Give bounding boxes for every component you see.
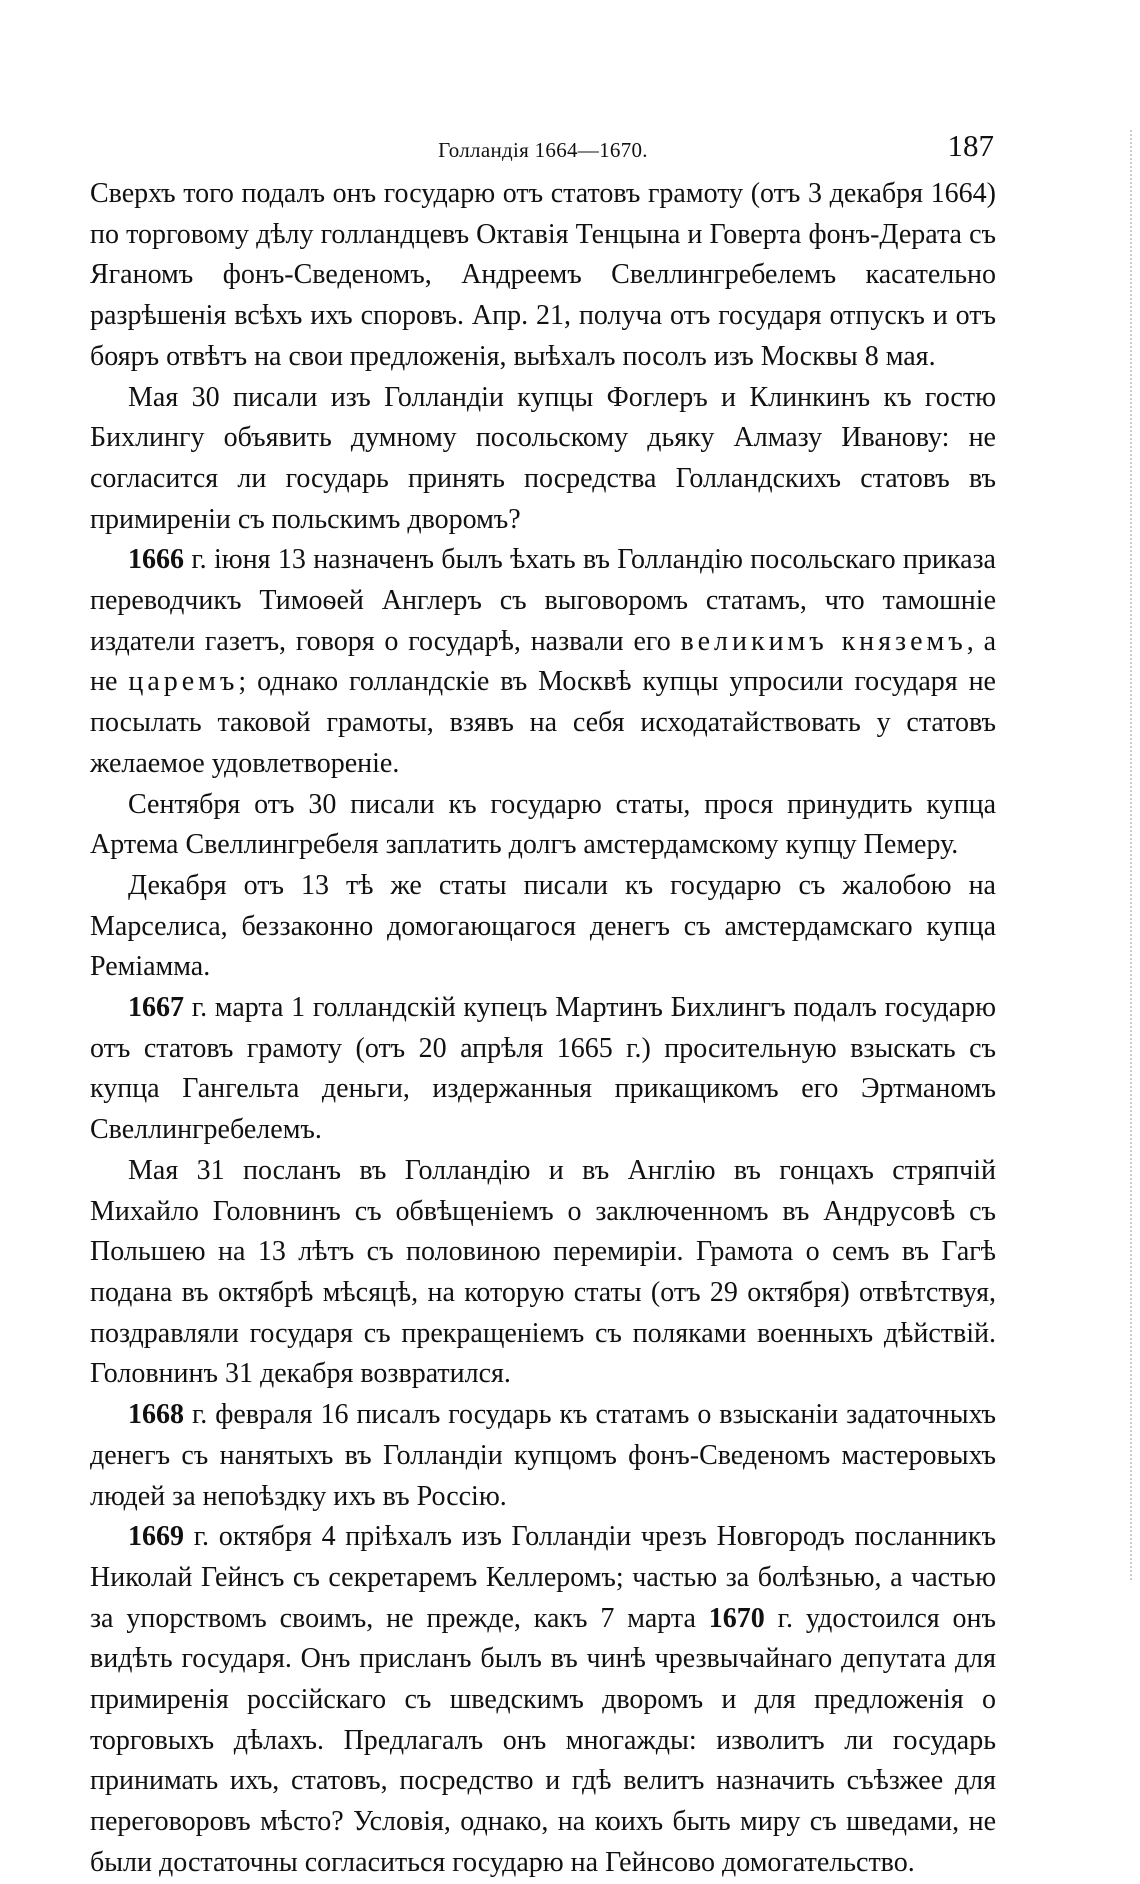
paragraph-5 xyxy=(90,866,996,988)
paragraph-9-text-b: г. удостоился онъ видѣть государя. Онъ присланъ былъ въ чинѣ чрезвычайнаго депутата для примиренія россійскаго съ шведскимъ дворомъ и для предложенія о торговыхъ дѣлахъ. Предлагалъ онъ многажды: изволитъ ли государь принимать ихъ, статовъ, посредство и гдѣ велитъ назначить съѣзжее для переговоровъ мѣсто? Условія, однако, на коихъ быть миру съ шведами, не были достаточны согласиться государю на Гейнсово домогательство. xyxy=(90,1602,997,1878)
paragraph-3-text-b: , а не xyxy=(90,625,997,698)
paragraph-8-text: г. февраля 16 писалъ государь къ статамъ о взысканіи задаточныхъ денегъ съ нанятыхъ въ Голландіи купцомъ фонъ-Сведеномъ мастеровыхъ людей за непоѣздку ихъ въ Россію. xyxy=(90,1399,996,1512)
paragraph-7-text: Мая 31 посланъ въ Голландію и въ Англію въ гонцахъ стряпчій Михайло Головнинъ съ обвѣщеніемъ о заключенномъ въ Андрусовѣ съ Польшею на 13 лѣтъ съ половиною перемиріи. Грамота о семъ въ Гагѣ подана въ октябрѣ мѣсяцѣ, на которую статы (отъ 29 октября) отвѣтствуя, поздравляли государя съ прекращеніемъ съ поляками военныхъ дѣйствій. Головнинъ 31 декабря возвратился. xyxy=(90,1154,996,1390)
paragraph-6 xyxy=(90,988,996,1151)
running-head: Голландія 1664—1670. xyxy=(438,138,648,162)
paragraph-3-text-a: г. іюня 13 назначенъ былъ ѣхать въ Голландію посольскаго приказа переводчикъ Тимоѳей Англеръ съ выговоромъ статамъ, что тамошніе издатели газетъ, говоря о государѣ, назвали его xyxy=(90,544,996,657)
paragraph-2-text: Мая 30 писали изъ Голландіи купцы Фоглеръ и Клинкинъ къ гостю Бихлингу объявить думному посольскому дьяку Алмазу Иванову: не согласится ли государь принять посредства Голландскихъ статовъ въ примиреніи съ польскимъ дворомъ? xyxy=(90,381,996,535)
page-header xyxy=(90,128,996,174)
paragraph-3-spaced-a: великимъ княземъ xyxy=(680,625,967,657)
paragraph-6-text: г. марта 1 голландскій купецъ Мартинъ Бихлингъ подалъ государю отъ статовъ грамоту (отъ 20 апрѣля 1665 г.) просительную взыскать съ купца Гангельта деньги, издержанныя прикащикомъ его Эртманомъ Свеллингребелемъ. xyxy=(90,992,996,1146)
paragraph-5-text: Декабря отъ 13 тѣ же статы писали къ государю съ жалобою на Марселиса, беззаконно домогающагося денегъ съ амстердамскаго купца Реміамма. xyxy=(90,869,996,983)
paragraph-1 xyxy=(90,174,996,378)
year-1666: 1666 xyxy=(128,544,184,576)
year-1668: 1668 xyxy=(128,1399,184,1431)
paragraph-1-text: Сверхъ того подалъ онъ государю отъ статовъ грамоту (отъ 3 декабря 1664) по торговому дѣлу голландцевъ Октавія Тенцына и Говерта фонъ-Дерата съ Яганомъ фонъ-Сведеномъ, Андреемъ Свеллингребелемъ касательно разрѣшенія всѣхъ ихъ споровъ. Апр. 21, получа отъ государя отпускъ и отъ бояръ отвѣтъ на свои предложенія, выѣхалъ посолъ изъ Москвы 8 мая. xyxy=(90,178,996,372)
year-1669: 1669 xyxy=(128,1521,184,1553)
book-page xyxy=(90,128,996,1884)
year-1670: 1670 xyxy=(708,1602,765,1634)
paragraph-8 xyxy=(90,1395,996,1517)
scan-edge-marks xyxy=(1130,130,1135,1580)
paragraph-7 xyxy=(90,1151,996,1395)
paragraph-9-text-a: г. октября 4 пріѣхалъ изъ Голландіи чрезъ Новгородъ посланникъ Николай Гейнсъ съ секретаремъ Келлеромъ; частью за болѣзнью, а частью за упорствомъ своимъ, не прежде, какъ 7 марта xyxy=(90,1521,996,1634)
page-number: 187 xyxy=(947,128,994,163)
body-text xyxy=(90,174,996,1884)
paragraph-3-spaced-b: царемъ xyxy=(128,666,239,698)
paragraph-3 xyxy=(90,540,996,784)
paragraph-2 xyxy=(90,378,996,541)
paragraph-4-text: Сентября отъ 30 писали къ государю статы, прося принудить купца Артема Свеллингребеля заплатить долгъ амстердамскому купцу Пемеру. xyxy=(90,788,996,861)
paragraph-4 xyxy=(90,785,996,866)
paragraph-9 xyxy=(90,1517,996,1883)
paragraph-3-text-c: ; однако голландскіе въ Москвѣ купцы упросили государя не посылать таковой грамоты, взявъ на себя исходатайствовать у статовъ желаемое удовлетвореніе. xyxy=(90,666,996,779)
year-1667: 1667 xyxy=(128,992,184,1024)
